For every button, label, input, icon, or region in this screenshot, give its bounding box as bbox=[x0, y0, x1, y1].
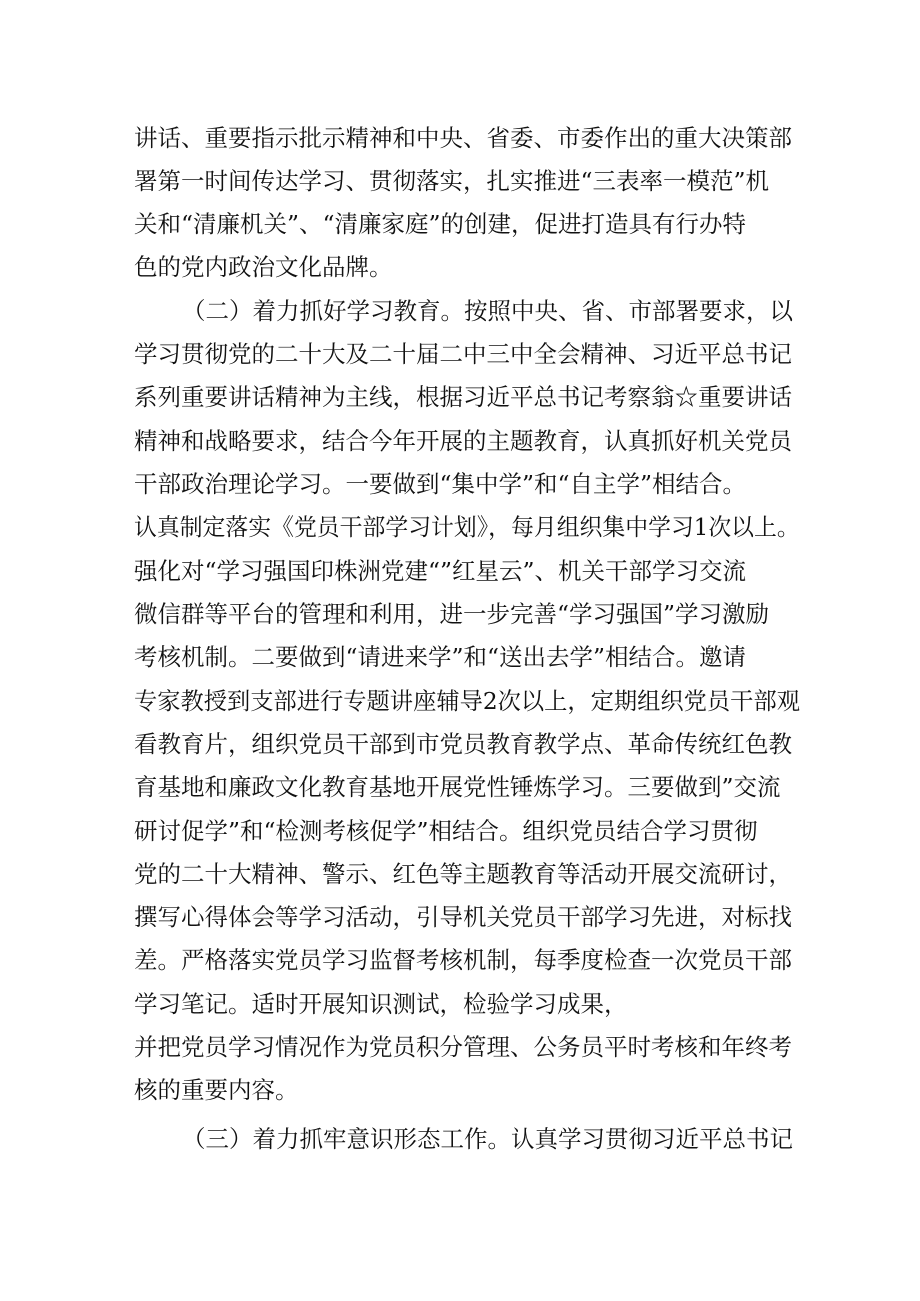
text-line: 讲话、重要指示批示精神和中央、省委、市委作出的重大决策部 bbox=[134, 124, 792, 152]
text-line: 强化对“学习强国印株洲党建“”红星云”、机关干部学习交流 bbox=[134, 557, 747, 585]
section-heading-line: （三）着力抓牢意识形态工作。认真学习贯彻习近平总书记 bbox=[182, 1125, 793, 1153]
section-heading-line: （二）着力抓好学习教育。按照中央、省、市部署要求，以 bbox=[182, 297, 793, 325]
text-line: 育基地和廉政文化教育基地开展党性锤炼学习。三要做到”交流 bbox=[134, 773, 781, 801]
text-line: 微信群等平台的管理和利用，进一步完善“学习强国”学习激励 bbox=[134, 600, 770, 628]
text-line: 看教育片，组织党员干部到市党员教育教学点、革命传统红色教 bbox=[134, 730, 792, 758]
text-line: 署第一时间传达学习、贯彻落实，扎实推进“三表率一模范”机 bbox=[134, 167, 770, 195]
text-line: 研讨促学”和“检测考核促学”相结合。组织党员结合学习贯彻 bbox=[134, 817, 758, 845]
text-line: 核的重要内容。 bbox=[134, 1076, 299, 1104]
text-line: 系列重要讲话精神为主线，根据习近平总书记考察翁☆重要讲话 bbox=[134, 383, 792, 411]
text-line: 学习笔记。适时开展知识测试，检验学习成果， bbox=[134, 990, 628, 1018]
text-line: 撰写心得体会等学习活动，引导机关党员干部学习先进，对标找 bbox=[134, 903, 792, 931]
text-line: 党的二十大精神、警示、红色等主题教育等活动开展交流研讨， bbox=[134, 860, 792, 888]
text-line: 精神和战略要求，结合今年开展的主题教育，认真抓好机关党员 bbox=[134, 427, 792, 455]
text-line: 并把党员学习情况作为党员积分管理、公务员平时考核和年终考 bbox=[134, 1033, 792, 1061]
text-line: 学习贯彻党的二十大及二十届二中三中全会精神、习近平总书记 bbox=[134, 340, 792, 368]
text-line: 关和“清廉机关”、“清廉家庭”的创建，促进打造具有行办特 bbox=[134, 210, 747, 238]
text-line: 干部政治理论学习。一要做到“集中学”和“自主学”相结合。 bbox=[134, 470, 747, 498]
text-line: 色的党内政治文化品牌。 bbox=[134, 253, 393, 281]
text-line: 专家教授到支部进行专题讲座辅导2次以上，定期组织党员干部观 bbox=[134, 687, 800, 715]
text-line: 考核机制。二要做到“请进来学”和“送出去学”相结合。邀请 bbox=[134, 643, 747, 671]
text-line: 认真制定落实《党员干部学习计划》，每月组织集中学习1次以上。 bbox=[134, 513, 800, 541]
text-line: 差。严格落实党员学习监督考核机制，每季度检查一次党员干部 bbox=[134, 946, 792, 974]
